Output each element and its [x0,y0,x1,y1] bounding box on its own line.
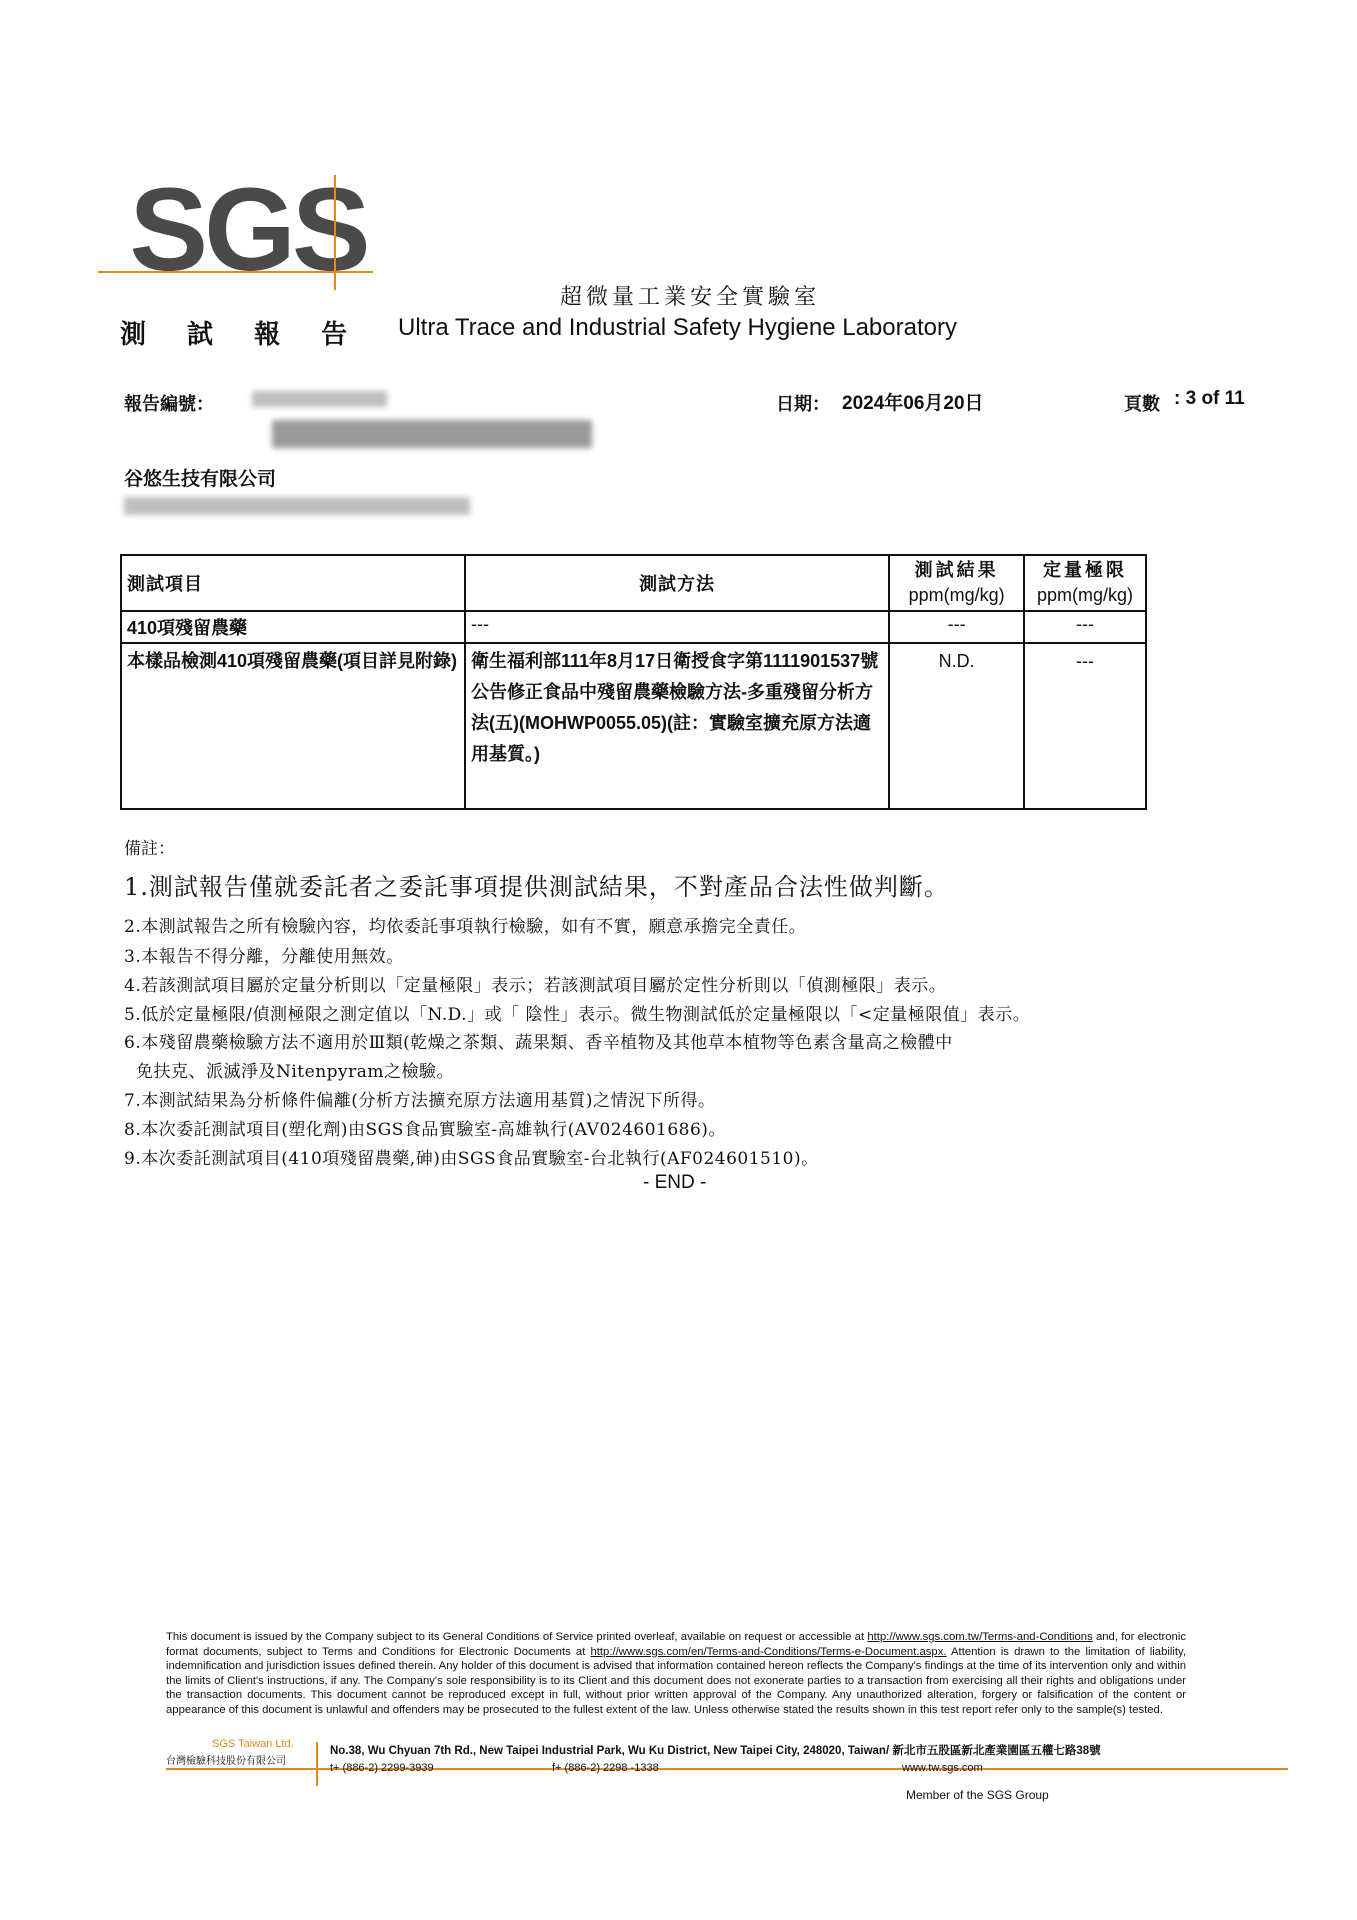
table-row [121,643,1146,809]
note-4: 4.若該測試項目屬於定量分析則以「定量極限」表示；若該測試項目屬於定性分析則以「偵測極限」表示。 [124,976,947,996]
redacted-barcode [272,420,592,448]
report-number-label: 報告編號： [124,394,214,414]
header-item: 測試項目 [127,574,203,594]
table-header-row [121,555,1146,611]
disclaimer-part-1: This document is issued by the Company subject to its General Conditions of Service printed overleaf, available on request or accessible at [166,1631,868,1643]
note-8: 8.本次委託測試項目(塑化劑)由SGS食品實驗室-高雄執行(AV024601686)。 [124,1120,726,1140]
row-2-item: 本樣品檢測410項殘留農藥(項目詳見附錄) [121,643,465,809]
header-method: 測試方法 [639,574,716,594]
disclaimer-part-3: Attention is drawn to the limitation of liability, indemnification and jurisdiction issues defined therein. Any holder of this document is advised that information contained hereon reflects the Company's findings at the time of its intervention only and within the limits of Client's instructions, if any. The Company's sole responsibility is to its Client and this document does not exonerate parties to a transaction from exercising all their rights and obligations under the transaction documents. This document cannot be reproduced except in full, without prior written approval of the Company. Any unauthorized alteration, forgery or falsification of the content or appearance of this document is unlawful and offenders may be prosecuted to the fullest extent of the law. Unless otherwise stated the results shown in this test report refer only to the sample(s) tested. [166,1645,1186,1716]
header-method-cell [465,555,889,611]
note-3: 3.本報告不得分離，分離使用無效。 [124,947,404,967]
header-result: 測試結果 [914,560,999,580]
header-loq: 定量極限 [1043,560,1128,580]
footer-divider-vertical [316,1742,318,1786]
row-1-method: --- [465,611,889,643]
note-6: 6.本殘留農藥檢驗方法不適用於Ⅲ類(乾燥之茶類、蔬果類、香辛植物及其他草本植物等色素含量高之檢體中 [124,1033,953,1053]
legal-disclaimer [166,1630,1186,1718]
note-6-continued: 免扶克、派滅淨及Nitenpyram之檢驗。 [136,1062,455,1082]
sgs-logo-graphic [98,150,373,296]
table-row [121,611,1146,643]
page-label: 頁數 [1124,394,1160,414]
date-label: 日期： [776,394,830,414]
note-5: 5.低於定量極限/偵測極限之測定值以「N.D.」或「 陰性」表示。微生物測試低於定量極限以「<定量極限值」表示。 [124,1005,1031,1025]
header-result-cell [889,555,1024,611]
website[interactable]: www.tw.sgs.com [902,1762,983,1774]
disclaimer-part-2: and, for electronic format documents, subject to Terms and Conditions for Electronic Documents at [166,1631,1187,1658]
member-of-group: Member of the SGS Group [906,1788,1049,1802]
header-loq-unit: ppm(mg/kg) [1037,585,1134,605]
redacted-address [124,497,470,515]
sgs-logo [98,150,373,296]
sgs-taiwan-name: SGS Taiwan Ltd. [212,1738,294,1750]
row-2-loq: --- [1024,643,1146,809]
telephone: t+ (886-2) 2299-3939 [330,1762,434,1774]
header-result-unit: ppm(mg/kg) [908,585,1005,605]
client-company: 谷悠生技有限公司 [124,469,277,490]
notes-heading: 備註： [124,839,175,859]
row-1-loq: --- [1024,611,1146,643]
row-1-result: --- [889,611,1024,643]
company-address: No.38, Wu Chyuan 7th Rd., New Taipei Industrial Park, Wu Ku District, New Taipei City, 248020, Taiwan/ 新北市五股區新北產業園區五權七路38號 [330,1745,1101,1757]
header-item-cell [121,555,465,611]
sgs-taiwan-chinese-name: 台灣檢驗科技股份有限公司 [166,1756,286,1767]
row-2-result: N.D. [889,643,1024,809]
page-value: : 3 of 11 [1174,388,1245,409]
note-1: 1.測試報告僅就委託者之委託事項提供測試結果，不對產品合法性做判斷。 [124,873,949,901]
lab-name-chinese: 超微量工業安全實驗室 [560,285,821,310]
row-2-method: 衛生福利部111年8月17日衛授食字第1111901537號公告修正食品中殘留農藥檢驗方法-多重殘留分析方法(五)(MOHWP0055.05)(註：實驗室擴充原方法適用基質。) [465,643,889,809]
date-value: 2024年06月20日 [842,393,984,414]
report-title: 測 試 報 告 [120,320,364,350]
e-document-terms-link[interactable]: http://www.sgs.com/en/Terms-and-Conditions/Terms-e-Document.aspx. [590,1645,947,1658]
row-1-item: 410項殘留農藥 [121,611,465,643]
logo-text: SGS [129,164,367,296]
note-9: 9.本次委託測試項目(410項殘留農藥,砷)由SGS食品實驗室-台北執行(AF024601510)。 [124,1149,819,1169]
end-marker: - END - [643,1172,707,1193]
lab-name-english: Ultra Trace and Industrial Safety Hygiene Laboratory [398,314,957,341]
note-2: 2.本測試報告之所有檢驗內容，均依委託事項執行檢驗，如有不實，願意承擔完全責任。 [124,917,807,937]
result-table [120,554,1147,810]
header-loq-cell [1024,555,1146,611]
fax: f+ (886-2) 2298 -1338 [552,1762,659,1774]
terms-link[interactable]: http://www.sgs.com.tw/Terms-and-Conditions [867,1631,1093,1643]
note-7: 7.本測試結果為分析條件偏離(分析方法擴充原方法適用基質)之情況下所得。 [124,1091,716,1111]
redacted-report-number [252,391,387,407]
